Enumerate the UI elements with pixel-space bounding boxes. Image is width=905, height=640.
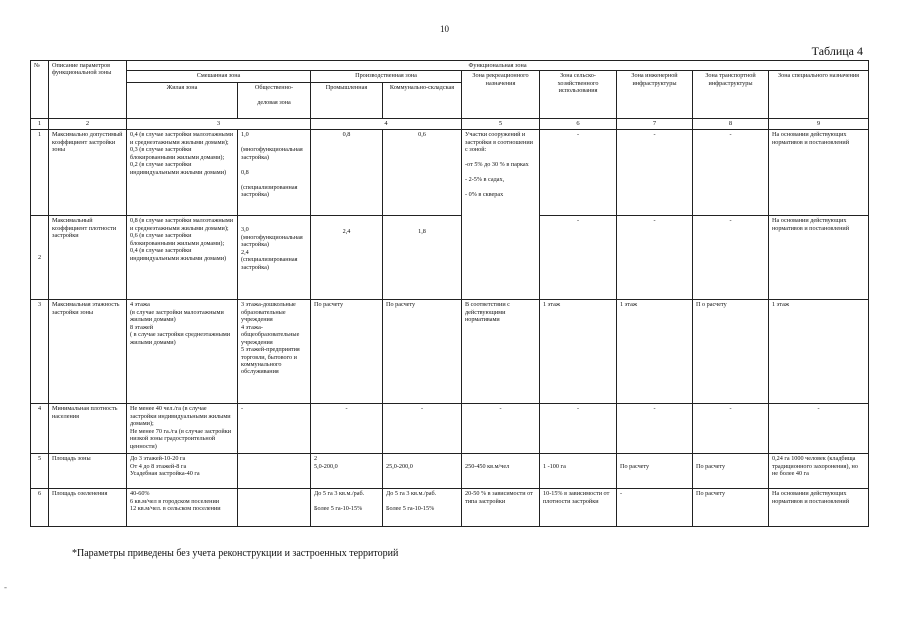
cell-public-business — [238, 489, 311, 527]
table-row — [31, 300, 869, 404]
header-engineering-zone: Зона инженерной инфраструктуры — [617, 71, 693, 119]
table-row — [31, 130, 869, 216]
header-agricultural-zone: Зона сельско-хозяйственного использования — [540, 71, 617, 119]
cell-residential: 0,4 (в случае застройки малоэтажными и среднеэтажными жилыми домами); 0,3 (в случае застройки блокированными жилыми домами); 0,2 (в случае застройки индивидуальными жилыми домами) — [127, 130, 238, 216]
row-number: 3 — [31, 300, 49, 404]
column-number-row — [31, 119, 869, 130]
row-number: 1 — [31, 130, 49, 216]
cell-public-business: 3,0 (многофункциональная застройка) 2,4 (специализированная застройка) — [238, 216, 311, 300]
cell-engineering: - — [617, 130, 693, 216]
table-row — [31, 404, 869, 454]
row-description: Максимальный коэффициент плотности застройки — [49, 216, 127, 300]
column-number: 6 — [540, 119, 617, 130]
cell-industrial: 0,8 — [311, 130, 383, 216]
cell-public-business: 3 этажа-дошкольные образовательные учреждения 4 этажа-общеобразовательные учреждения 5 этажей-предприятия торговли, бытового и коммунального обслуживания — [238, 300, 311, 404]
cell-residential: 0,8 (в случае застройки малоэтажными и среднеэтажными жилыми домами); 0,6 (в случае застройки блокированными жилыми домами); 0,4 (в случае застройки индивидуальными жилыми домами) — [127, 216, 238, 300]
cell-communal: 1,8 — [383, 216, 462, 300]
cell-special: На основании действующих нормативов и постановлений — [769, 216, 869, 300]
row-description: Максимально допустимый коэффициент застройки зоны — [49, 130, 127, 216]
header-communal-storage: Коммунально-складская — [383, 83, 462, 119]
cell-industrial: - — [311, 404, 383, 454]
cell-transport: По расчету — [693, 454, 769, 489]
header-no: № — [31, 61, 49, 119]
cell-communal: - — [383, 404, 462, 454]
footnote: *Параметры приведены без учета реконструкции и застроенных территорий — [72, 548, 399, 559]
cell-industrial: До 5 га 3 кв.м./раб. Более 5 га-10-15% — [311, 489, 383, 527]
row-description: Минимальная плотность населения — [49, 404, 127, 454]
cell-special: 0,24 га 1000 человек (кладбища традиционного захоронения), но не более 40 га — [769, 454, 869, 489]
cell-recreational: - — [462, 404, 540, 454]
table-row — [31, 489, 869, 527]
cell-industrial: По расчету — [311, 300, 383, 404]
cell-communal: До 5 га 3 кв.м./раб. Более 5 га-10-15% — [383, 489, 462, 527]
cell-residential: 40-60% 6 кв.м/чел в городском поселении 12 кв.м/чел. в сельском поселении — [127, 489, 238, 527]
cell-public-business — [238, 454, 311, 489]
column-number: 7 — [617, 119, 693, 130]
table-row — [31, 454, 869, 489]
cell-agricultural: - — [540, 404, 617, 454]
parameters-table — [30, 60, 869, 527]
table-row — [31, 216, 869, 300]
column-number: 3 — [127, 119, 311, 130]
cell-residential: 4 этажа (в случае застройки малоэтажными жилыми домами) 8 этажей ( в случае застройки среднеэтажными жилыми домами) — [127, 300, 238, 404]
cell-engineering: - — [617, 404, 693, 454]
cell-engineering: 1 этаж — [617, 300, 693, 404]
cell-communal: По расчету — [383, 300, 462, 404]
row-number: 6 — [31, 489, 49, 527]
cell-industrial: 2,4 — [311, 216, 383, 300]
cell-public-business: 1,0 (многофункциональная застройка) 0,8 (специализированная застройка) — [238, 130, 311, 216]
cell-transport: По расчету — [693, 489, 769, 527]
row-description: Максимальная этажность застройки зоны — [49, 300, 127, 404]
cell-transport: - — [693, 130, 769, 216]
table-label: Таблица 4 — [811, 44, 863, 58]
column-number: 1 — [31, 119, 49, 130]
cell-communal: 0,6 — [383, 130, 462, 216]
column-number: 2 — [49, 119, 127, 130]
header-industrial: Промышленная — [311, 83, 383, 119]
header-transport-zone: Зона транспортной инфраструктуры — [693, 71, 769, 119]
row-number: 5 — [31, 454, 49, 489]
cell-transport: - — [693, 216, 769, 300]
header-production-zone: Производственная зона — [311, 71, 462, 83]
cell-transport: П о расчету — [693, 300, 769, 404]
cell-special: На основании действующих нормативов и постановлений — [769, 489, 869, 527]
cell-agricultural: 1 этаж — [540, 300, 617, 404]
column-number: 8 — [693, 119, 769, 130]
page-number: 10 — [440, 24, 449, 34]
cell-transport: - — [693, 404, 769, 454]
header-description: Описание параметров функциональной зоны — [49, 61, 127, 119]
header-mixed-zone: Смешанная зона — [127, 71, 311, 83]
column-number: 9 — [769, 119, 869, 130]
cell-residential: До 3 этажей-10-20 га От 4 до 8 этажей-8 га Усадебная застройка-40 га — [127, 454, 238, 489]
column-number: 5 — [462, 119, 540, 130]
cell-recreational: 250-450 кв.м/чел — [462, 454, 540, 489]
header-special-zone: Зона специального назначения — [769, 71, 869, 119]
cell-engineering: - — [617, 216, 693, 300]
header-recreational-zone: Зона рекреационного назначения — [462, 71, 540, 119]
cell-special: - — [769, 404, 869, 454]
row-description: Площадь озеленения — [49, 489, 127, 527]
cell-public-business: - — [238, 404, 311, 454]
margin-mark: - — [4, 582, 7, 592]
row-description: Площадь зоны — [49, 454, 127, 489]
cell-agricultural: 1 -100 га — [540, 454, 617, 489]
cell-engineering: По расчету — [617, 454, 693, 489]
cell-agricultural: 10-15% в зависимости от плотности застройки — [540, 489, 617, 527]
cell-communal: 25,0-200,0 — [383, 454, 462, 489]
cell-residential: Не менее 40 чел./га (в случае застройки индивидуальными жилыми домами); Не менее 70 га./га (в случае застройки низкой зоны градостроительной ценности) — [127, 404, 238, 454]
header-functional-zone: Функциональная зона — [127, 61, 869, 71]
header-residential-zone: Жилая зона — [127, 83, 238, 119]
cell-special: 1 этаж — [769, 300, 869, 404]
cell-industrial: 2 5,0-200,0 — [311, 454, 383, 489]
cell-special: На основании действующих нормативов и постановлений — [769, 130, 869, 216]
cell-engineering: - — [617, 489, 693, 527]
header-public-business-zone: Общественно- деловая зона — [238, 83, 311, 119]
cell-agricultural: - — [540, 130, 617, 216]
cell-recreational: Участки сооружений и застройки в соотношении с зоной: -от 5% до 30 % в парках - 2-5% в садах, - 0% в скверах — [462, 130, 540, 300]
cell-agricultural: - — [540, 216, 617, 300]
cell-recreational: В соответствии с действующими нормативами — [462, 300, 540, 404]
cell-recreational: 20-50 % в зависимости от типа застройки — [462, 489, 540, 527]
row-number: 4 — [31, 404, 49, 454]
column-number: 4 — [311, 119, 462, 130]
row-number: 2 — [31, 216, 49, 300]
